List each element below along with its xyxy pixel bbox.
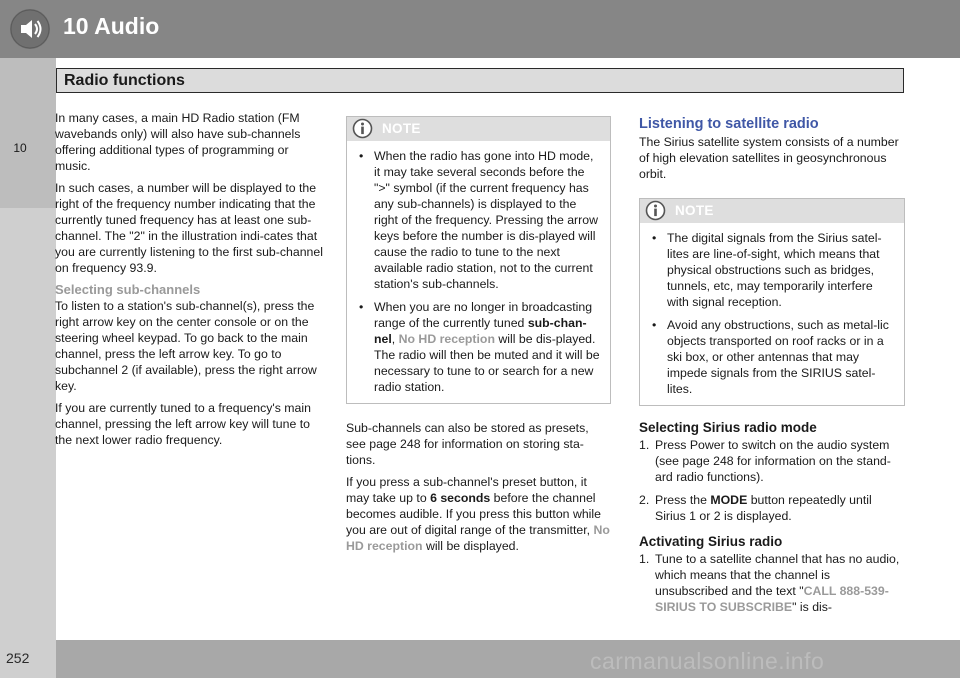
- section-title: Radio functions: [64, 72, 185, 89]
- text: will be displayed.: [422, 539, 519, 553]
- note-box: [346, 116, 611, 404]
- note-header: [347, 117, 610, 141]
- paragraph: [346, 474, 611, 554]
- bullet: •: [359, 149, 364, 163]
- bullet: •: [652, 318, 657, 332]
- text: If you press a sub-channel's preset button, it may take up to: [346, 475, 587, 505]
- button-name: MODE: [710, 493, 748, 507]
- sidebar-chapter-tab: [0, 58, 56, 208]
- note-header: [640, 199, 904, 223]
- heading-selecting-sirius-mode: Selecting Sirius radio mode: [639, 420, 817, 435]
- note-text: Avoid any obstructions, such as metal-lic objects transported on roof racks or in a ski box, or other antennas that may impede signals from the SIRIUS satel-lites.: [667, 318, 889, 396]
- text: before the channel becomes audible. If you press this button while you are out of digital range of the transmitter,: [346, 491, 601, 537]
- heading-activating-sirius: Activating Sirius radio: [639, 534, 783, 549]
- paragraph: In such cases, a number will be displayed to the right of the frequency number indicating that the currently tuned frequency has at least one sub-channel. The "2" in the illustration indi-cates that you are currently listening to the first sub-channel on frequency 93.9.: [55, 181, 323, 275]
- paragraph: To listen to a station's sub-channel(s), press the right arrow key on the center console or on the steering wheel keypad. To go back to the main channel, press the left arrow key. To go to subchannel 2 (if available), press the right arrow key.: [55, 299, 317, 393]
- note-item: [359, 299, 602, 395]
- bold-text: 6 seconds: [430, 491, 491, 505]
- paragraph: If you are currently tuned to a frequency's main channel, pressing the left arrow key will tune to the next lower radio frequency.: [55, 401, 311, 447]
- step-number: 1.: [639, 552, 650, 566]
- note-bold: sub-chan-nel: [374, 316, 587, 346]
- step-text: button repeatedly until Sirius 1 or 2 is displayed.: [655, 493, 872, 523]
- speaker-icon: [10, 9, 50, 49]
- paragraph: In many cases, a main HD Radio station (FM wavebands only) will also have sub-channels offering additional types of programming or music.: [55, 111, 301, 173]
- step-text: Press the: [655, 493, 711, 507]
- bullet: •: [652, 231, 657, 245]
- note-label: NOTE: [382, 121, 421, 136]
- sidebar-chapter-number: 10: [13, 141, 27, 155]
- display-message: No HD reception: [398, 332, 495, 346]
- note-box: [639, 198, 905, 406]
- paragraph: The Sirius satellite system consists of a number of high elevation satellites in geosynchronous orbit.: [639, 135, 899, 181]
- step-text: " is dis-: [792, 600, 833, 614]
- step-item: [639, 492, 905, 524]
- display-message: CALL 888-539-SIRIUS TO SUBSCRIBE: [655, 584, 889, 614]
- bullet: •: [359, 300, 364, 314]
- step-text: Press Power to switch on the audio system (see page 248 for information on the stand-ard radio functions).: [655, 438, 891, 484]
- paragraph: Sub-channels can also be stored as presets, see page 248 for information on storing sta-tions.: [346, 421, 589, 467]
- display-message: No HD reception: [346, 523, 610, 553]
- watermark: carmanualsonline.info: [590, 648, 825, 674]
- step-item: [639, 551, 905, 615]
- note-text: ,: [391, 332, 399, 346]
- heading-satellite-radio: Listening to satellite radio: [639, 116, 819, 132]
- note-item: [652, 317, 896, 397]
- info-icon: [645, 200, 666, 221]
- note-item: [359, 148, 602, 292]
- column-left: [55, 110, 325, 454]
- note-text: When the radio has gone into HD mode, it may take several seconds before the ">" symbol (if the current frequency has any sub-channels) is displayed to the right of the frequency. Pressing the arrow keys before the number is dis-played will cause the radio to tune to the next available radio station, not to the current station's sub-channels.: [374, 149, 598, 291]
- step-number: 1.: [639, 438, 650, 452]
- note-item: [652, 230, 896, 310]
- note-text: will be dis-played. The radio will then be muted and it will be necessary to tune to or search for a new radio station.: [374, 332, 600, 394]
- column-right: [639, 116, 905, 622]
- step-number: 2.: [639, 493, 650, 507]
- note-label: NOTE: [675, 203, 714, 218]
- subheading-selecting-sub-channels: Selecting sub-channels: [55, 282, 201, 297]
- note-text: The digital signals from the Sirius satel-lites are line-of-sight, which means that physical obstructions such as bridges, tunnels, etc, may temporarily interfere with signal reception.: [667, 231, 882, 309]
- page-number: 252: [6, 650, 30, 666]
- note-text: When you are no longer in broadcasting range of the currently tuned: [374, 300, 593, 330]
- info-icon: [352, 118, 373, 139]
- step-text: Tune to a satellite channel that has no audio, which means that the channel is unsubscribed and the text ": [655, 552, 900, 598]
- column-middle: [346, 116, 611, 560]
- chapter-title: 10 Audio: [63, 13, 160, 39]
- step-item: [639, 437, 905, 485]
